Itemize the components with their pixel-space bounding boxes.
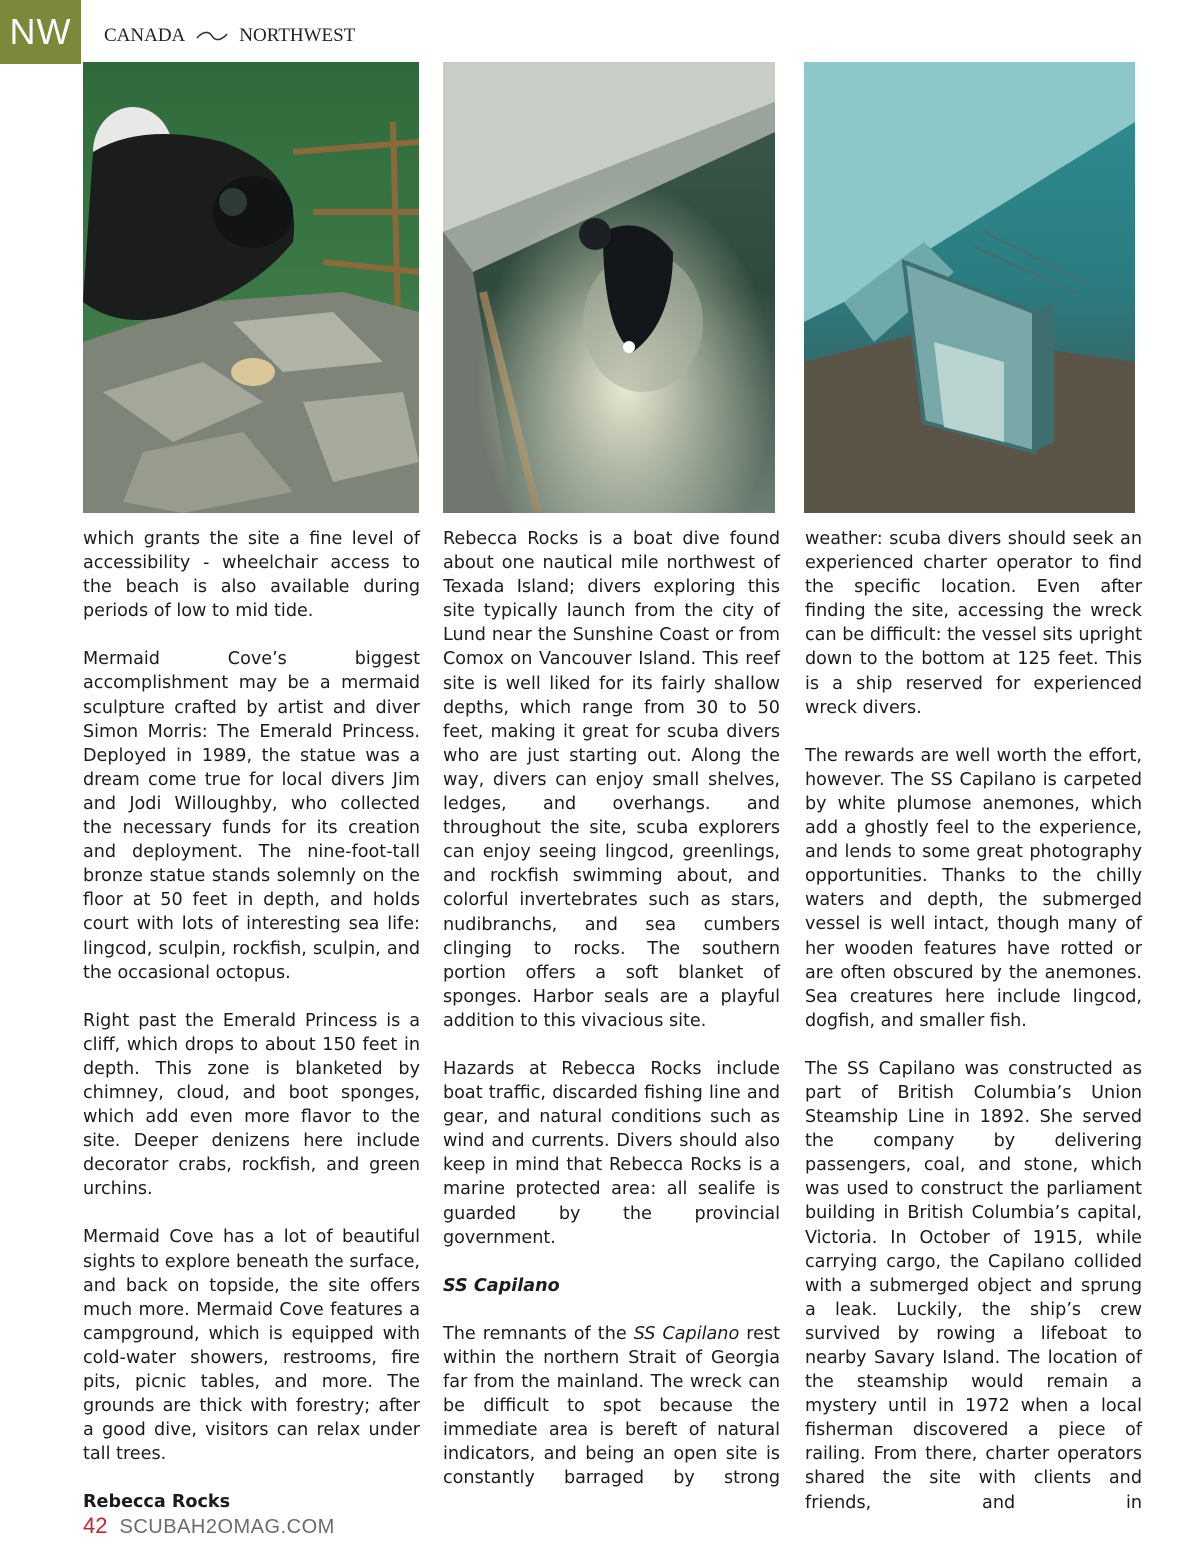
paragraph: Mermaid Cove’s biggest accomplishment may be a mermaid sculpture crafted by artist and diver Simon Morris: The Emerald Princess. Deployed in 1989, the statue was a dream come true for local divers Jim and Jodi Willoughby, who collected the necessary funds for its creation and deployment. The nine-foot-tall bronze statue stands solemnly on the floor at 50 feet in depth, and holds court with lots of interesting sea life: lingcod, sculpin, rockfish, sculpin, and the occasional octopus. bbox=[83, 649, 420, 983]
paragraph-text: The remnants of the bbox=[443, 1323, 634, 1344]
paragraph: The rewards are well worth the effort, however. The SS Capilano is carpeted by white plumose anemones, which add a ghostly feel to the experience, and lends to some great photography opportunities. Thanks to the chilly waters and depth, the submerged vessel is well intact, though many of her wooden features have rotted or are often obscured by the anemones. Sea creatures here include lingcod, dogfish, and smaller fish. bbox=[805, 745, 1142, 1031]
article-column-2 bbox=[443, 527, 780, 1490]
header-region-left: CANADA bbox=[104, 25, 186, 46]
paragraph: Hazards at Rebecca Rocks include boat traffic, discarded fishing line and gear, and natural conditions such as wind and currents. Divers should also keep in mind that Rebecca Rocks is a marine protected area: all sealife is guarded by the provincial government. bbox=[443, 1058, 780, 1248]
diver-photo-icon bbox=[443, 62, 775, 513]
paragraph-text: rest within the northern Strait of Georgia far from the mainland. The wreck can be difficult to spot because the immediate area is bereft of natural indicators, and being an open site is constantly barraged by strong bbox=[443, 1323, 780, 1489]
page-number: 42 bbox=[83, 1513, 108, 1538]
section-heading-ss-capilano: SS Capilano bbox=[443, 1275, 560, 1296]
paragraph: Rebecca Rocks is a boat dive found about one nautical mile northwest of Texada Island; divers exploring this site typically launch from the city of Lund near the Sunshine Coast or from Comox on Vancouver Island. This reef site is well liked for its fairly shallow depths, which range from 30 to 50 feet, making it great for scuba divers who are just starting out. Along the way, divers can enjoy small shelves, ledges, and overhangs. and throughout the site, scuba explorers can enjoy seeing lingcod, greenlings, and rockfish swimming about, and colorful invertebrates such as stars, nudibranchs, and sea cumbers clinging to rocks. The southern portion offers a soft blanket of sponges. Harbor seals are a playful addition to this vivacious site. bbox=[443, 529, 780, 1031]
diver-photographing-mermaid-statue bbox=[83, 62, 419, 513]
paragraph: which grants the site a fine level of accessibility - wheelchair access to the beach is also available during periods of low to mid tide. bbox=[83, 529, 420, 622]
site-url: SCUBAH2OMAG.COM bbox=[119, 1516, 335, 1538]
paragraph: Right past the Emerald Princess is a cliff, which drops to about 150 feet in depth. This zone is blanketed by chimney, cloud, and boot sponges, which add even more flavor to the site. Deeper denizens here include decorator crabs, rockfish, and green urchins. bbox=[83, 1010, 420, 1200]
article-column-3 bbox=[805, 527, 1142, 1515]
section-badge: NW bbox=[0, 0, 81, 64]
paragraph bbox=[443, 1322, 780, 1491]
page-footer bbox=[83, 1513, 335, 1543]
ship-name: SS Capilano bbox=[633, 1323, 740, 1344]
paragraph: Mermaid Cove has a lot of beautiful sights to explore beneath the surface, and back on topside, the site offers much more. Mermaid Cove features a campground, which is equipped with cold-water showers, restrooms, fire pits, picnic tables, and more. The grounds are thick with forestry; after a good dive, visitors can relax under tall trees. bbox=[83, 1227, 420, 1465]
paragraph: The SS Capilano was constructed as part of British Columbia’s Union Steamship Line in 1892. She served the company by delivering passengers, coal, and stone, which was used to construct the parliament building in British Columbia’s capital, Victoria. In October of 1915, while carrying cargo, the Capilano collided with a submerged object and sprung a leak. Luckily, the ship’s crew survived by rowing a lifeboat to nearby Savary Island. The location of the steamship would remain a mystery until in 1972 when a local fisherman discovered a piece of railing. From there, charter operators shared the site with clients and friends, and in bbox=[805, 1058, 1142, 1513]
tilde-wave-icon bbox=[195, 29, 229, 43]
article-column-1 bbox=[83, 527, 420, 1538]
header-region-right: NORTHWEST bbox=[239, 25, 356, 46]
running-header bbox=[104, 24, 355, 48]
shipwreck-structure-teal bbox=[804, 62, 1135, 513]
paragraph: weather: scuba divers should seek an experienced charter operator to find the specific location. Even after finding the site, accessing the wreck can be difficult: the vessel sits upright down to the bottom at 125 feet. This is a ship reserved for experienced wreck divers. bbox=[805, 529, 1142, 718]
diver-photo-icon bbox=[83, 62, 419, 513]
wreck-photo-icon bbox=[804, 62, 1135, 513]
section-heading-rebecca-rocks: Rebecca Rocks bbox=[83, 1492, 231, 1513]
diver-in-shipwreck-interior bbox=[443, 62, 775, 513]
